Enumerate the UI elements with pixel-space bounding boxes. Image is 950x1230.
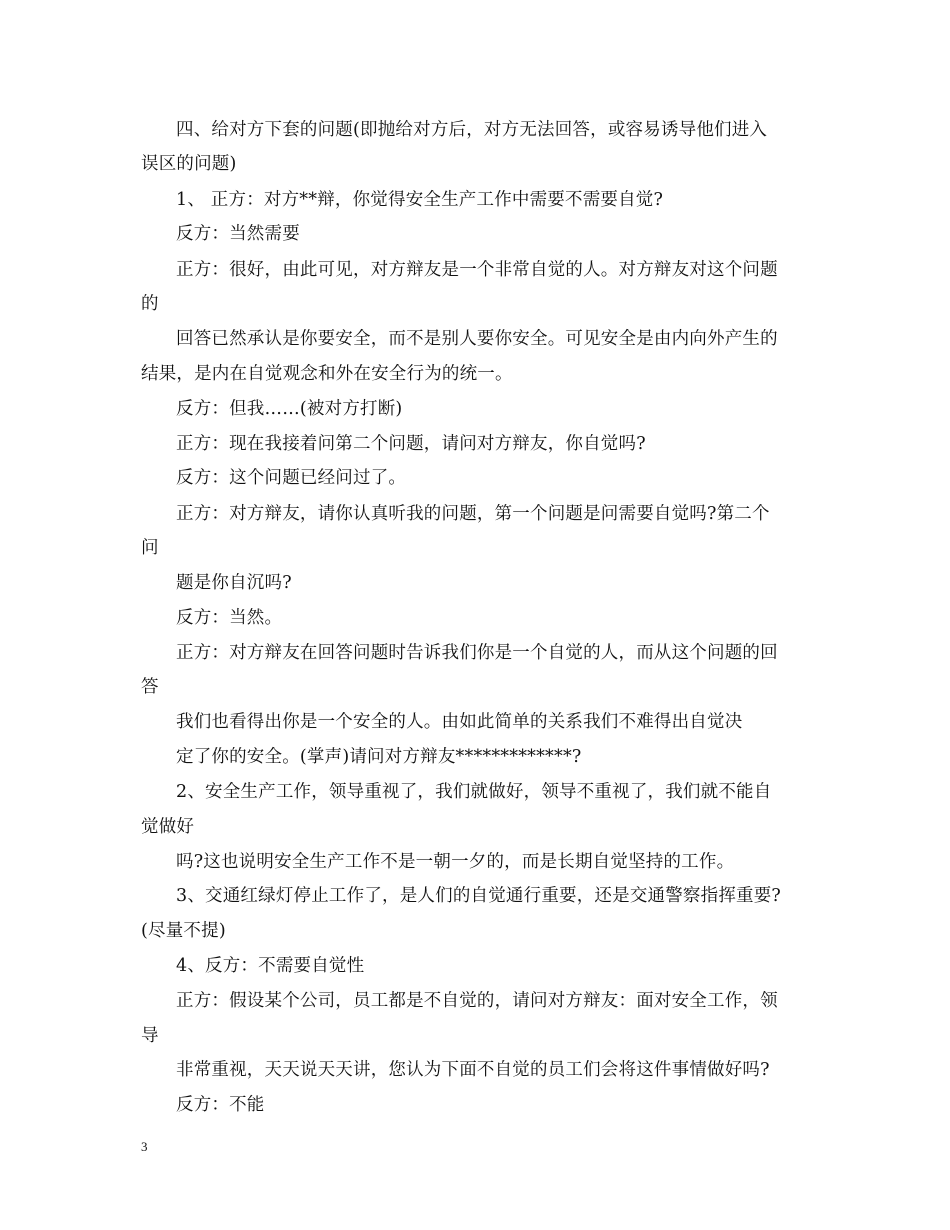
- text-line: 反方：当然需要: [176, 224, 300, 244]
- text-line: 答: [141, 677, 159, 697]
- text-line: 正方：对方辩友在回答问题时告诉我们你是一个自觉的人，而从这个问题的回: [176, 643, 778, 663]
- text-line: 3、交通红绿灯停止工作了，是人们的自觉通行重要，还是交通警察指挥重要?: [176, 886, 782, 906]
- text-line: 正方：对方辩友，请你认真听我的问题，第一个问题是问需要自觉吗?第二个: [176, 504, 770, 524]
- text-line: 吗?这也说明安全生产工作不是一朝一夕的，而是长期自觉坚持的工作。: [176, 852, 735, 872]
- text-line: 问: [141, 538, 159, 558]
- text-line: 反方：当然。: [176, 608, 283, 628]
- text-line: 4、反方：不需要自觉性: [176, 956, 365, 976]
- text-line: 反方：但我……(被对方打断): [176, 399, 403, 419]
- text-line: 的: [141, 294, 159, 314]
- text-line: 误区的问题): [141, 154, 237, 174]
- text-line: 反方：这个问题已经问过了。: [176, 468, 407, 488]
- text-line: 结果，是内在自觉观念和外在安全行为的统一。: [141, 364, 513, 384]
- text-line: 导: [141, 1026, 159, 1046]
- text-line: 觉做好: [141, 817, 195, 837]
- text-line: 正方：现在我接着问第二个问题，请问对方辩友，你自觉吗?: [176, 434, 646, 454]
- text-line: (尽量不提): [141, 921, 226, 941]
- text-line: 非常重视，天天说天天讲，您认为下面不自觉的员工们会将这件事情做好吗?: [176, 1060, 770, 1080]
- text-line: 我们也看得出你是一个安全的人。由如此简单的关系我们不难得出自觉决: [176, 712, 743, 732]
- text-line: 正方：假设某个公司，员工都是不自觉的，请问对方辩友：面对安全工作，领: [176, 991, 778, 1011]
- page-number: 3: [141, 1139, 148, 1154]
- text-line: 定了你的安全。(掌声)请问对方辩友*************?: [176, 747, 582, 767]
- text-line: 2、安全生产工作，领导重视了，我们就做好，领导不重视了，我们就不能自: [176, 782, 772, 802]
- text-line: 四、给对方下套的问题(即抛给对方后，对方无法回答，或容易诱导他们进入: [176, 120, 768, 140]
- text-line: 正方：很好，由此可见，对方辩友是一个非常自觉的人。对方辩友对这个问题: [176, 260, 778, 280]
- text-line: 题是你自沉吗?: [176, 573, 292, 593]
- text-line: 反方：不能: [176, 1095, 265, 1115]
- text-line: 回答已然承认是你要安全，而不是别人要你安全。可见安全是由内向外产生的: [176, 329, 778, 349]
- text-line: 1、 正方：对方**辩，你觉得安全生产工作中需要不需要自觉?: [176, 190, 664, 210]
